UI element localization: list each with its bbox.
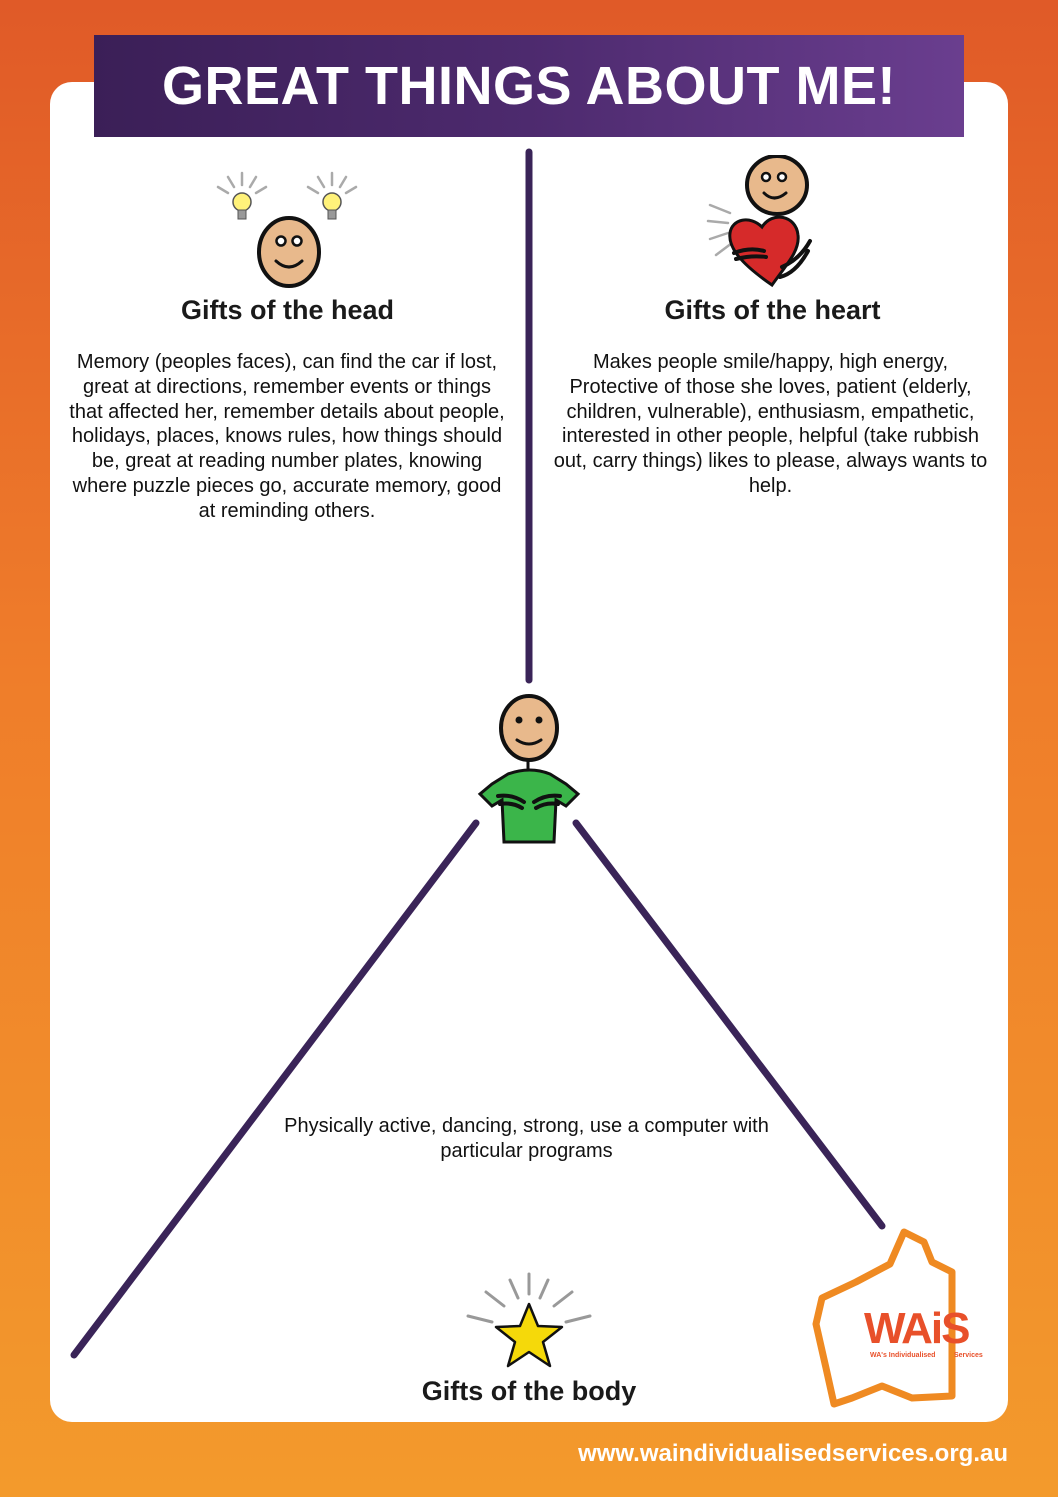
footer-website-link[interactable]: www.waindividualisedservices.org.au — [578, 1440, 1008, 1467]
body-text: Physically active, dancing, strong, use a computer with particular programs — [284, 1115, 769, 1162]
head-text: Memory (peoples faces), can find the car if lost, great at directions, remember events or things that affected her, remember details about people, holidays, places, knows rules, how things should be, great at reading number plates, knowing where puzzle pieces go, accurate memory, good at reminding others. — [69, 351, 505, 522]
head-heading: Gifts of the head — [180, 295, 394, 325]
logo-tagline-left: WA's Individualised — [870, 1352, 936, 1359]
logo-wordmark: WAiS — [864, 1304, 969, 1353]
logo-tagline-right: Services — [954, 1352, 983, 1359]
heart-text: Makes people smile/happy, high energy, Protective of those she loves, patient (elderly, children, vulnerable), enthusiasm, empathetic, interested in other people, helpful (take rubbish out, carry things) likes to please, always wants to help. — [553, 351, 988, 497]
right-diagonal-divider — [576, 823, 882, 1226]
heart-heading: Gifts of the heart — [664, 295, 881, 325]
hugging-heart-icon — [700, 155, 825, 290]
thinking-face-icon — [208, 165, 368, 290]
page-title: GREAT THINGS ABOUT ME! — [162, 56, 896, 116]
body-heading: Gifts of the body — [421, 1376, 637, 1406]
person-self-hug-icon — [472, 690, 584, 845]
left-diagonal-divider — [74, 823, 476, 1355]
wais-logo — [812, 1228, 1002, 1408]
star-icon — [462, 1270, 597, 1375]
